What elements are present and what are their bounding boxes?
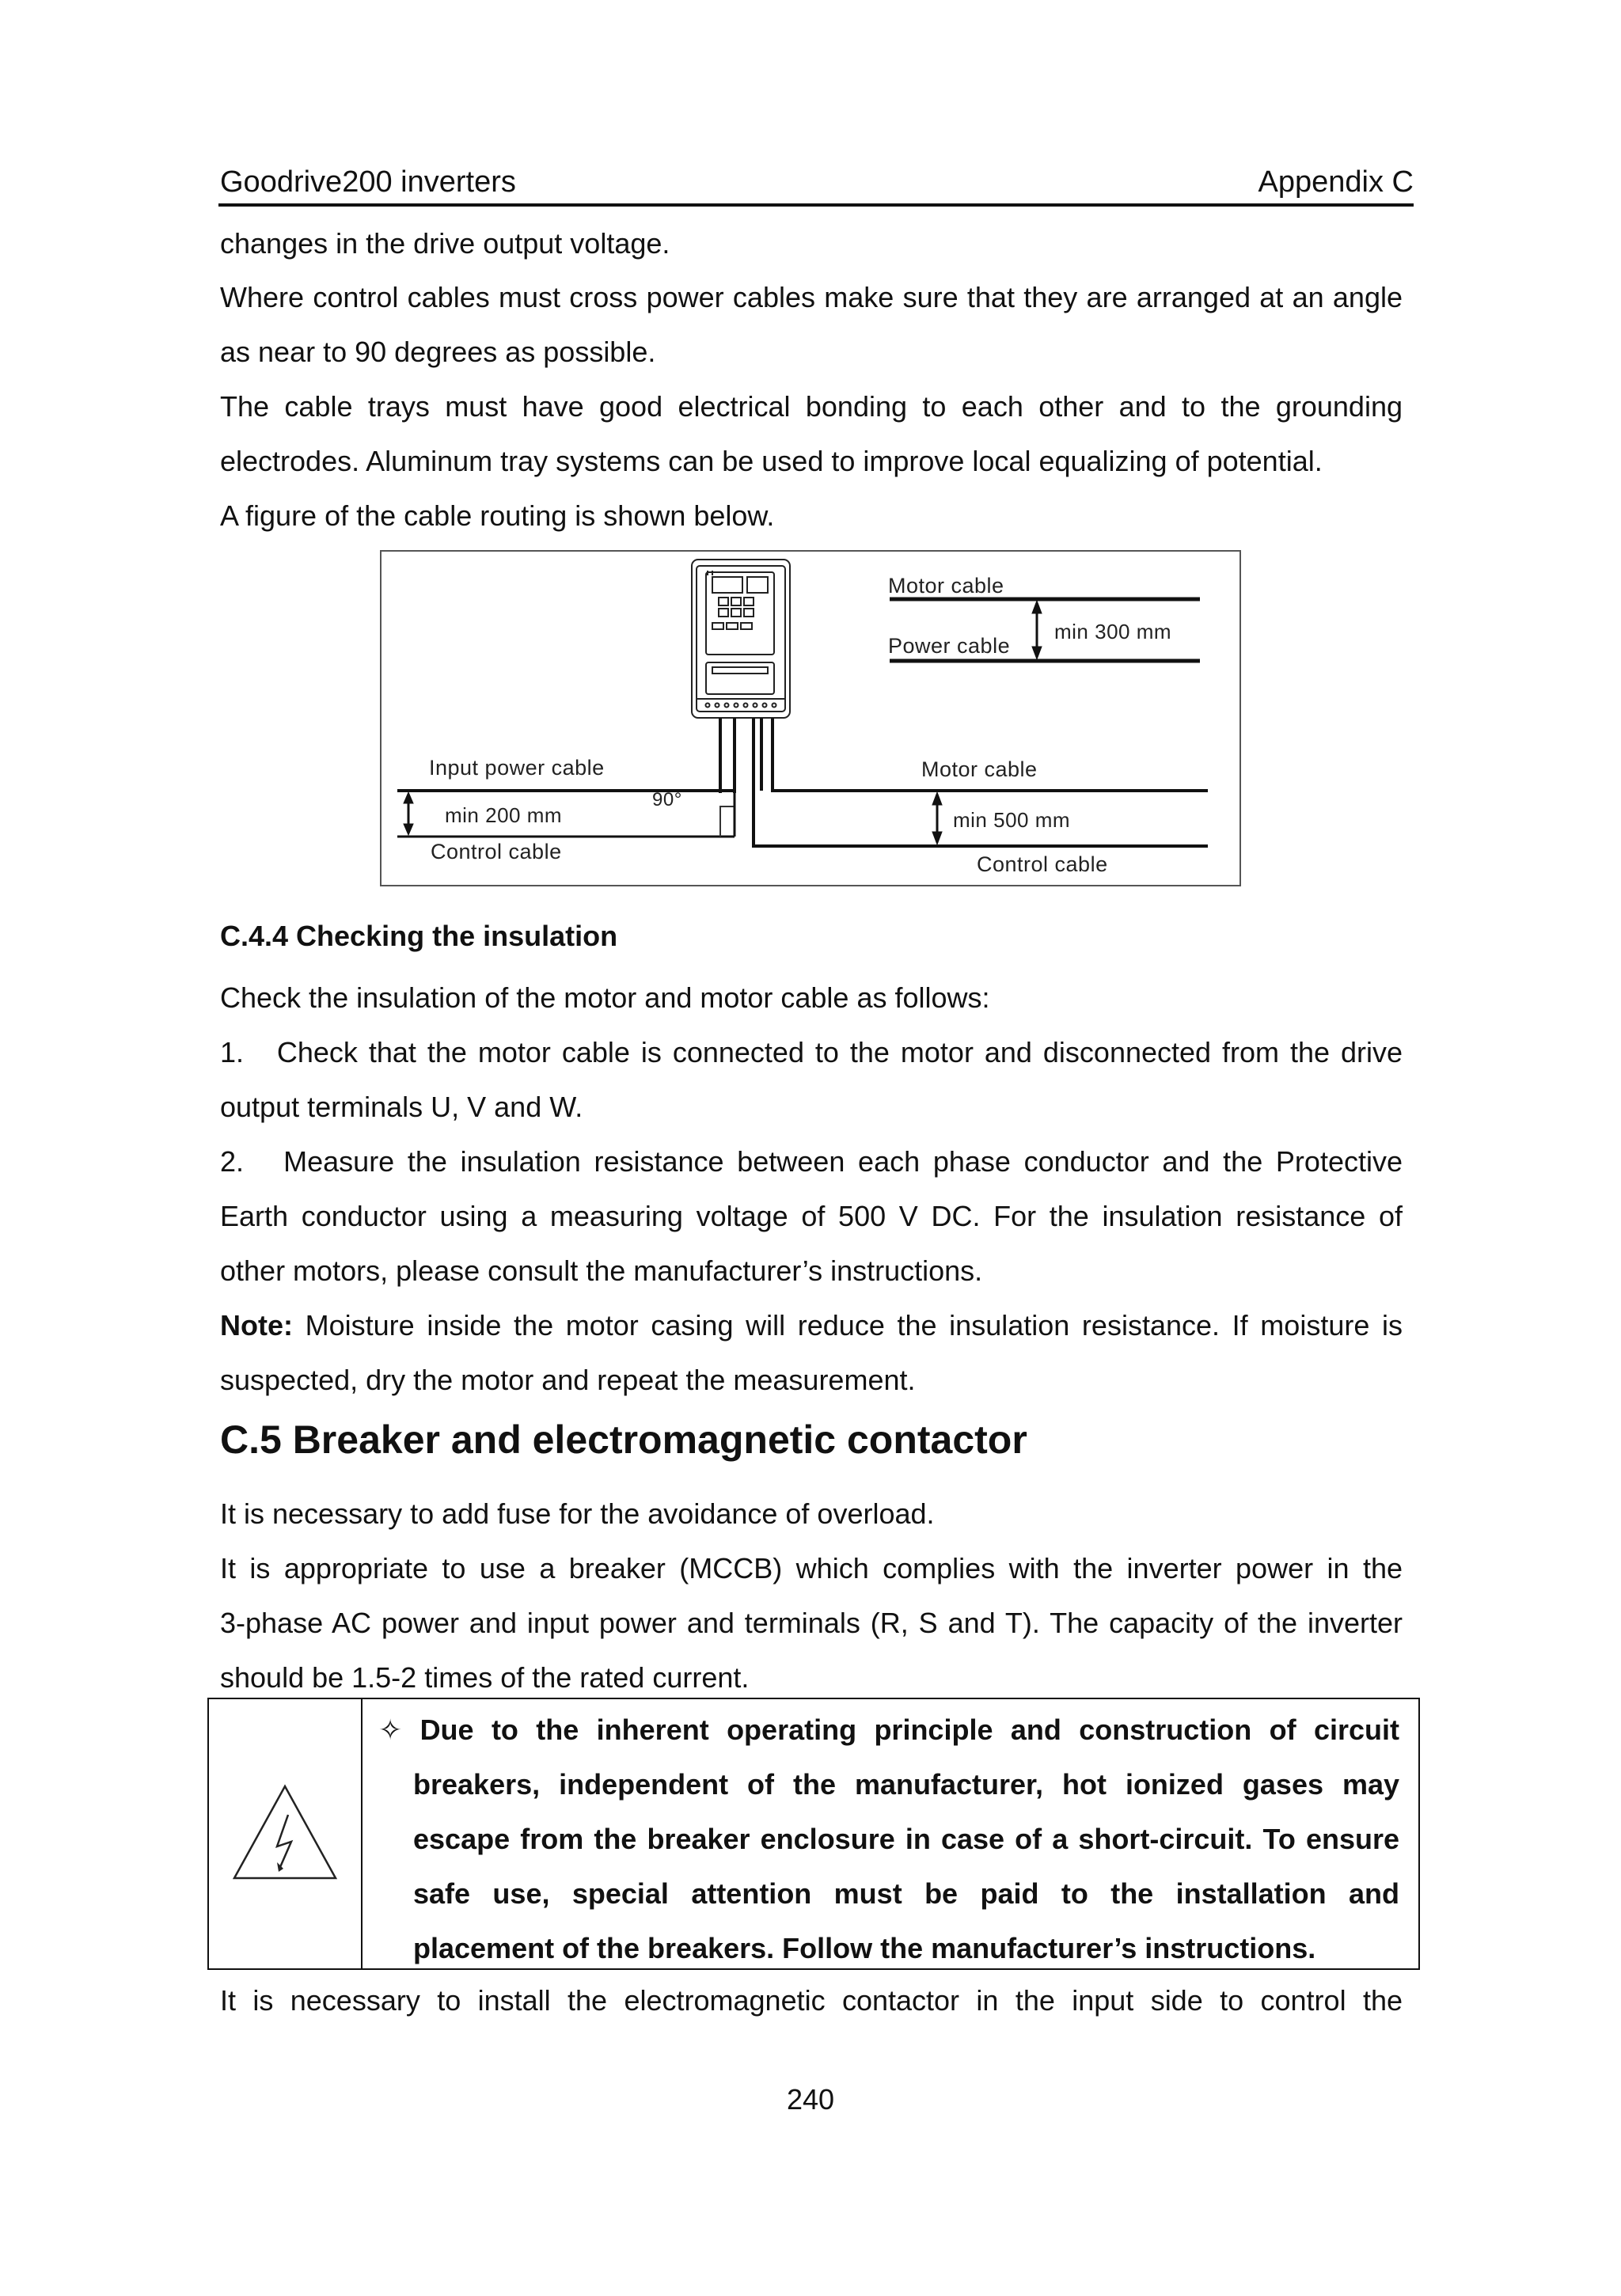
paragraph-line: changes in the drive output voltage. — [220, 227, 670, 260]
min-300-arrow — [1032, 601, 1042, 659]
paragraph-line: should be 1.5-2 times of the rated current. — [220, 1661, 750, 1694]
warning-line: ✧ Due to the inherent operating principle and construction of circuit — [378, 1713, 1399, 1746]
list-item-1: 1. Check that the motor cable is connected to the motor and disconnected from the drive — [220, 1036, 1403, 1068]
warning-line: breakers, independent of the manufacturer, hot ionized gases may — [413, 1768, 1399, 1801]
list-item-2-cont: Earth conductor using a measuring voltage of 500 V DC. For the insulation resistance of — [220, 1200, 1403, 1232]
cable-routing-figure — [380, 550, 1241, 886]
note-label: Note: — [220, 1309, 293, 1342]
label-angle: 90° — [652, 789, 682, 810]
warning-text — [378, 1702, 1399, 1975]
paragraph-line: It is necessary to add fuse for the avoidance of overload. — [220, 1497, 935, 1530]
label-min-500: min 500 mm — [953, 808, 1071, 832]
paragraph-line: Check the insulation of the motor and motor cable as follows: — [220, 981, 990, 1014]
section-heading-c44: C.4.4 Checking the insulation — [220, 920, 618, 952]
label-min-200: min 200 mm — [445, 803, 563, 827]
warning-line: placement of the breakers. Follow the manufacturer’s instructions. — [413, 1932, 1316, 1964]
paragraph-line: as near to 90 degrees as possible. — [220, 336, 656, 368]
list-item-2-cont: other motors, please consult the manufacturer’s instructions. — [220, 1254, 983, 1287]
list-item-1-cont: output terminals U, V and W. — [220, 1091, 583, 1123]
page-number: 240 — [786, 2083, 835, 2116]
page-header — [218, 162, 1414, 207]
electric-hazard-icon — [209, 1699, 361, 1968]
paragraph-line: The cable trays must have good electrical bonding to each other and to the grounding — [220, 390, 1403, 423]
paragraph-line: A figure of the cable routing is shown below. — [220, 499, 775, 532]
header-section: Appendix C — [1258, 165, 1414, 199]
label-motor-cable-bottom: Motor cable — [921, 757, 1038, 781]
warning-line: safe use, special attention must be paid to the installation and — [413, 1877, 1399, 1910]
right-angle-mark — [720, 806, 735, 837]
label-control-cable-left: Control cable — [431, 840, 562, 863]
label-input-power-cable: Input power cable — [429, 756, 605, 780]
header-doc-title: Goodrive200 inverters — [220, 165, 516, 199]
list-item-2: 2. Measure the insulation resistance between each phase conductor and the Protective — [220, 1145, 1403, 1178]
warning-bullet-icon: ✧ — [378, 1713, 403, 1746]
section-heading-c5: C.5 Breaker and electromagnetic contactor — [220, 1417, 1027, 1462]
label-motor-cable-top: Motor cable — [888, 574, 1004, 598]
note-line — [220, 1309, 1403, 1342]
note-text: Moisture inside the motor casing will reduce the insulation resistance. If moisture is — [293, 1309, 1403, 1342]
warning-box — [207, 1698, 1420, 1970]
paragraph-line: It is appropriate to use a breaker (MCCB) which complies with the inverter power in the — [220, 1552, 1403, 1584]
label-min-300: min 300 mm — [1054, 620, 1172, 643]
min-500-arrow — [932, 792, 942, 844]
min-200-arrow — [404, 792, 413, 835]
label-control-cable-right: Control cable — [977, 852, 1108, 876]
paragraph-line: It is necessary to install the electromagnetic contactor in the input side to control the — [220, 1984, 1403, 2017]
cable-routing-diagram — [382, 552, 1243, 888]
warning-line: escape from the breaker enclosure in case of a short-circuit. To ensure — [413, 1823, 1399, 1855]
warning-icon-cell — [209, 1699, 363, 1968]
paragraph-line: Where control cables must cross power cables make sure that they are arranged at an angle — [220, 281, 1403, 313]
note-line-cont: suspected, dry the motor and repeat the measurement. — [220, 1364, 916, 1396]
paragraph-line: electrodes. Aluminum tray systems can be used to improve local equalizing of potential. — [220, 445, 1323, 477]
paragraph-line: 3-phase AC power and input power and terminals (R, S and T). The capacity of the inverter — [220, 1607, 1403, 1639]
inverter-icon — [692, 560, 790, 718]
label-power-cable: Power cable — [888, 634, 1011, 658]
